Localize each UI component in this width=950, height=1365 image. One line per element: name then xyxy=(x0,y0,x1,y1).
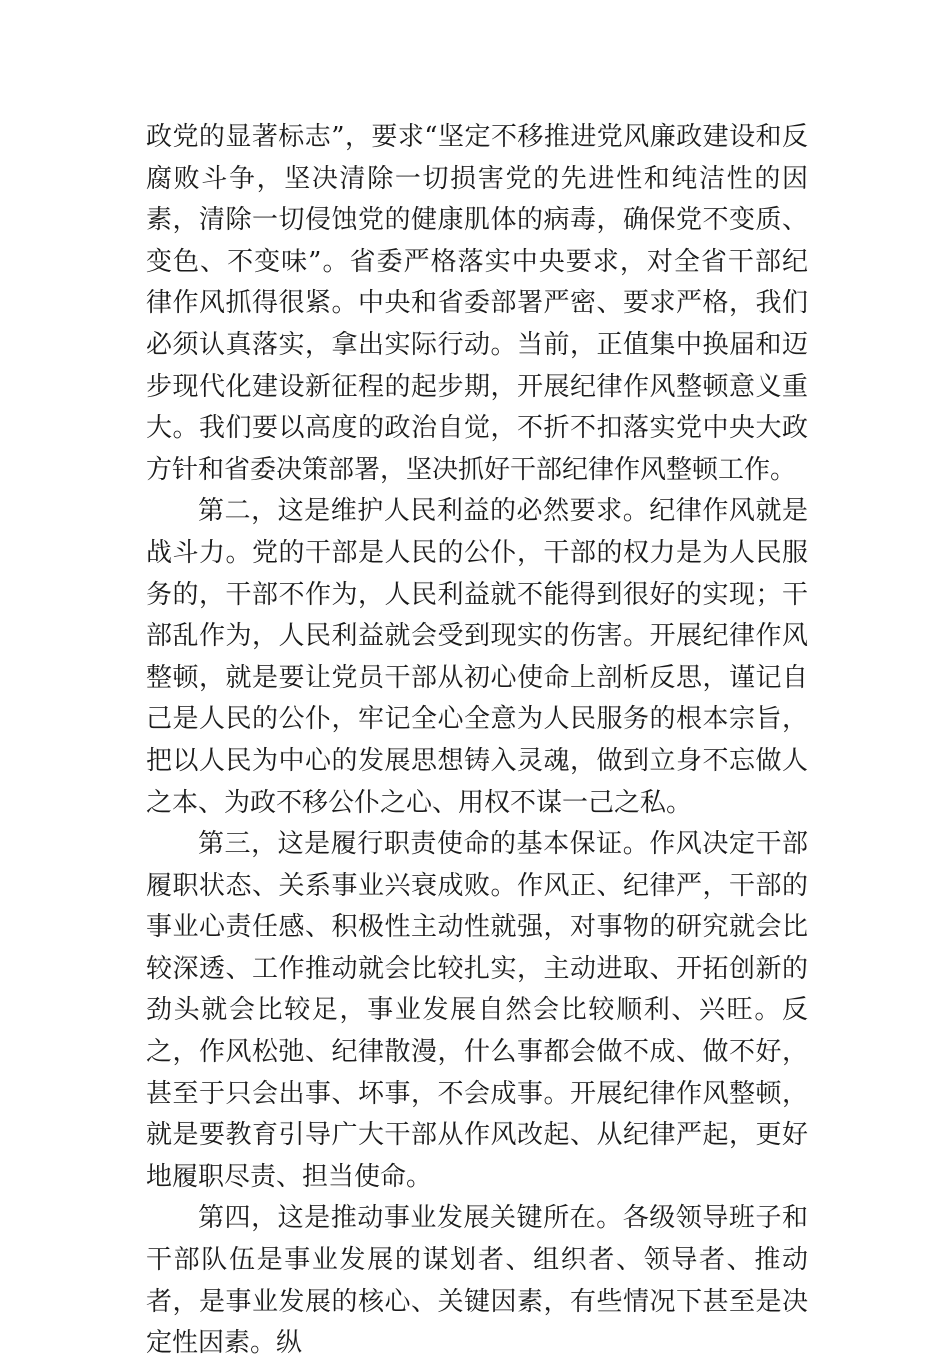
paragraph-point-four: 第四，这是推动事业发展关键所在。各级领导班子和干部队伍是事业发展的谋划者、组织者、领导者、推动者，是事业发展的核心、关键因素，有些情况下甚至是决定性因素。纵 xyxy=(146,1203,808,1359)
paragraph-point-three: 第三，这是履行职责使命的基本保证。作风决定干部履职状态、关系事业兴衰成败。作风正、纪律严，干部的事业心责任感、积极性主动性就强，对事物的研究就会比较深透、工作推动就会比较扎实，主动进取、开拓创新的劲头就会比较足，事业发展自然会比较顺利、兴旺。反之，作风松弛、纪律散漫，什么事都会做不成、做不好，甚至于只会出事、坏事，不会成事。开展纪律作风整顿，就是要教育引导广大干部从作风改起、从纪律严起，更好地履职尽责、担当使命。 xyxy=(146,829,808,1192)
paragraph-continuation: 政党的显著标志”，要求“坚定不移推进党风廉政建设和反腐败斗争，坚决清除一切损害党的先进性和纯洁性的因素，清除一切侵蚀党的健康肌体的病毒，确保党不变质、变色、不变味”。省委严格落实中央要求，对全省干部纪律作风抓得很紧。中央和省委部署严密、要求严格，我们必须认真落实，拿出实际行动。当前，正值集中换届和迈步现代化建设新征程的起步期，开展纪律作风整顿意义重大。我们要以高度的政治自觉，不折不扣落实党中央大政方针和省委决策部署，坚决抓好干部纪律作风整顿工作。 xyxy=(146,122,808,485)
document-body xyxy=(146,117,808,1365)
paragraph-point-two: 第二，这是维护人民利益的必然要求。纪律作风就是战斗力。党的干部是人民的公仆，干部的权力是为人民服务的，干部不作为，人民利益就不能得到很好的实现；干部乱作为，人民利益就会受到现实的伤害。开展纪律作风整顿，就是要让党员干部从初心使命上剖析反思，谨记自己是人民的公仆，牢记全心全意为人民服务的根本宗旨，把以人民为中心的发展思想铸入灵魂，做到立身不忘做人之本、为政不移公仆之心、用权不谋一己之私。 xyxy=(146,496,808,818)
